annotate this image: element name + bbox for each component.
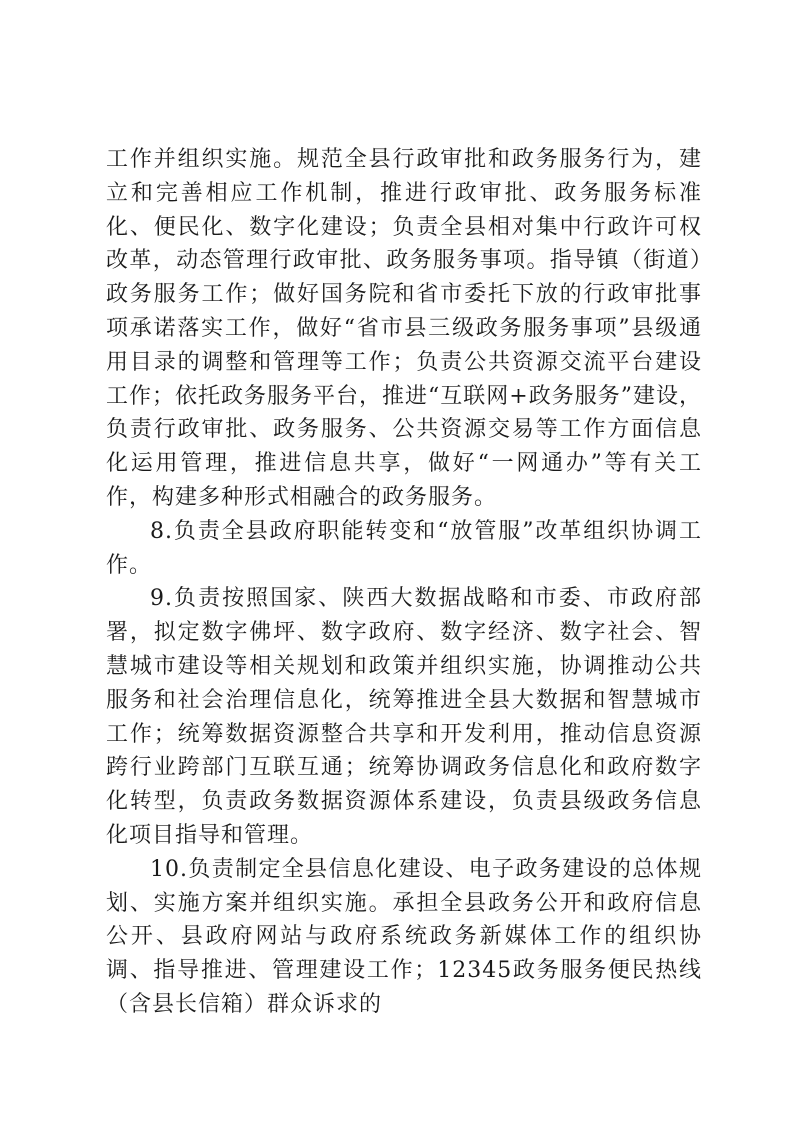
paragraph-item-8: 8.负责全县政府职能转变和“放管服”改革组织协调工作。 bbox=[106, 518, 702, 578]
paragraph-item-10: 10.负责制定全县信息化建设、电子政务建设的总体规划、实施方案并组织实施。承担全县政务公开和政府信息公开、县政府网站与政府系统政务新媒体工作的组织协调、指导推进、管理建设工作；12345政务服务便民热线（含县长信箱）群众诉求的 bbox=[106, 856, 702, 1017]
paragraph-item-9: 9.负责按照国家、陕西大数据战略和市委、市政府部署，拟定数字佛坪、数字政府、数字经济、数字社会、智慧城市建设等相关规划和政策并组织实施，协调推动公共服务和社会治理信息化，统筹推进全县大数据和智慧城市工作；统筹数据资源整合共享和开发利用，推动信息资源跨行业跨部门互联互通；统筹协调政务信息化和政府数字化转型，负责政务数据资源体系建设，负责县级政务信息化项目指导和管理。 bbox=[106, 586, 702, 848]
document-body bbox=[106, 143, 702, 1022]
paragraph-continuation: 工作并组织实施。规范全县行政审批和政务服务行为，建立和完善相应工作机制，推进行政审批、政务服务标准化、便民化、数字化建设；负责全县相对集中行政许可权改革，动态管理行政审批、政务服务事项。指导镇（街道）政务服务工作；做好国务院和省市委托下放的行政审批事项承诺落实工作，做好“省市县三级政务服务事项”县级通用目录的调整和管理等工作；负责公共资源交流平台建设工作；依托政务服务平台，推进“互联网+政务服务”建设，负责行政审批、政务服务、公共资源交易等工作方面信息化运用管理，推进信息共享，做好“一网通办”等有关工作，构建多种形式相融合的政务服务。 bbox=[106, 147, 702, 510]
